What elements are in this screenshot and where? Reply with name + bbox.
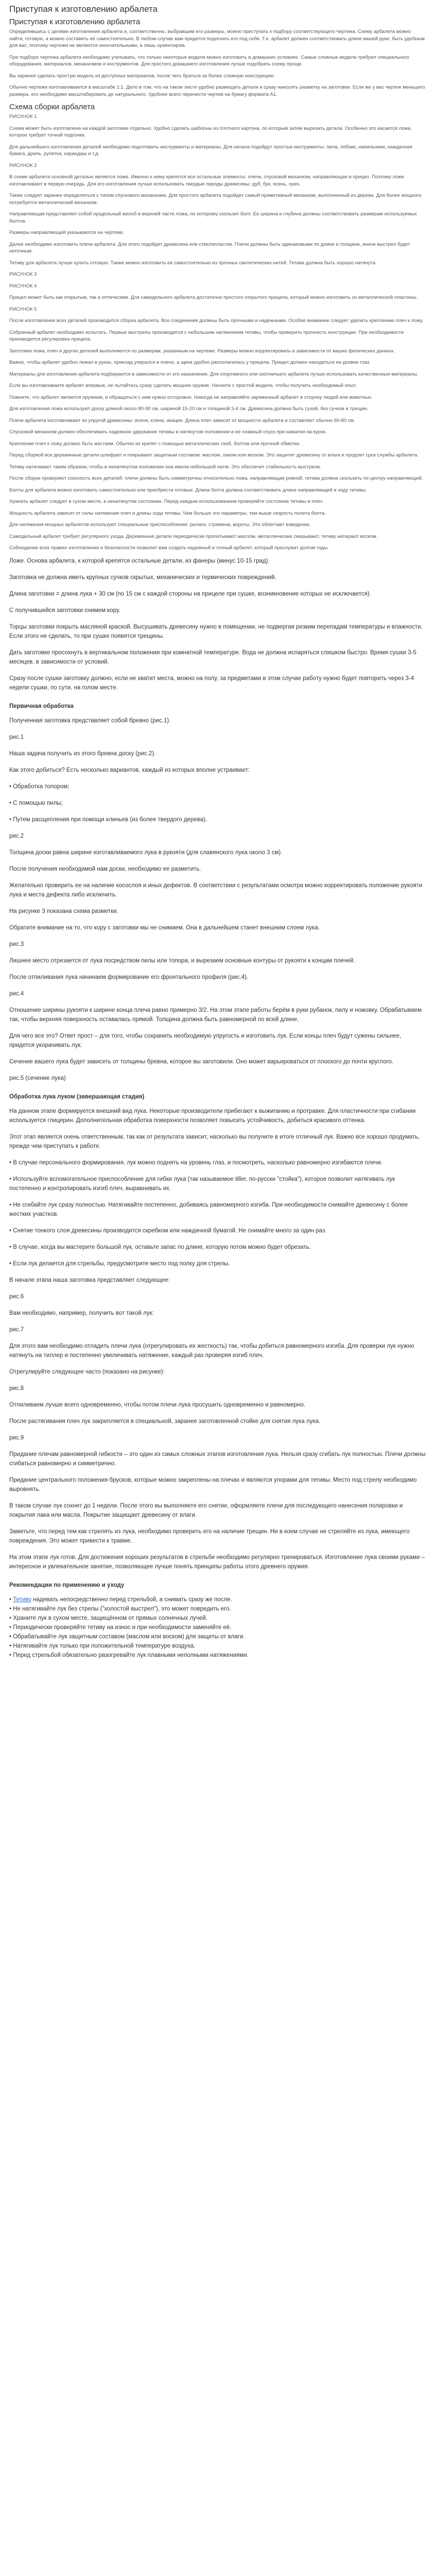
paragraph: После растягивания плеч лук закрепляется в специальной, заранее заготовленной стойке для снятия лука лука. bbox=[9, 1418, 321, 1425]
list-item: • Храните лук в сухом месте, защищённом от прямых солнечных лучей. bbox=[9, 1615, 207, 1621]
list-item: • Натягивайте лук только при положительной температуре воздуха. bbox=[9, 1642, 196, 1649]
paragraph: Как этого добиться? Есть несколько вариантов, каждый из которых вполне устраивает: bbox=[9, 767, 250, 773]
paragraph: Ложе. Основа арбалета, к которой крепятся остальные детали, из фанеры (минус 10-15 град). bbox=[9, 557, 270, 564]
paragraph: Далее необходимо изготовить плечи арбалета. Для этого подойдет древесина или стеклопластик. Плечи должны быть одинаковыми по длине и толщине, иначе выстрел будет неточным. bbox=[9, 241, 410, 254]
page-title: Приступая к изготовлению арбалета bbox=[9, 4, 158, 14]
paragraph: Если вы изготавливаете арбалет впервые, не пытайтесь сразу сделать мощное оружие. Начните с простой модели, чтобы получить необходимый опыт. bbox=[9, 383, 357, 388]
paragraph: Придание плечам равномерной гибкости – это один из самых сложных этапов изготовления лука. Нельзя сразу сгибать лук полностью. Плечи должны сгибаться равномерно и симметрично. bbox=[9, 1451, 426, 1467]
paragraph: РИСУНОК 2 bbox=[9, 162, 37, 168]
list-item: • В случае, когда вы мастерите большой лук, оставьте запас по длине, которую потом можно будет обрезать. bbox=[9, 1244, 311, 1250]
figure-caption: рис.4 bbox=[9, 990, 24, 997]
list-item: • Перед стрельбой обязательно разогревайте лук плавными неполными натяжениями. bbox=[9, 1652, 249, 1658]
paragraph: Мощность арбалета зависит от силы натяжения плеч и длины хода тетивы. Чем больше эти параметры, тем выше скорость полета болта. bbox=[9, 510, 326, 516]
paragraph: Тетиву натягивают таким образом, чтобы в ненатянутом положении она имела небольшой натяг. Это обеспечит стабильность выстрела. bbox=[9, 464, 321, 470]
paragraph: На данном этапе формируется внешний вид лука. Некоторые производители прибегают к выжиганию и протравке. Для пластичности при сгибании используется глицерин. Дополнительная обработка поверхности позволяет повысить устойчивость, добиться красивого оттенка. bbox=[9, 1108, 416, 1124]
paragraph: Придание центрального положения брусков, которые можно закреплены на плечах и являются упорами для тетивы. Место под стрелу необходимо выровнять. bbox=[9, 1477, 417, 1493]
paragraph: При подборе чертежа арбалета необходимо учитывать, что только некоторые модели можно изготовить в домашних условиях. Самые сложные модели требуют специального оборудования, материалов, механизмов и инструментов. Для простого домашнего изготовления лучше подобрать схему проще. bbox=[9, 54, 409, 67]
intro-heading: Приступая к изготовлению арбалета bbox=[9, 18, 141, 26]
figure-caption: рис.9 bbox=[9, 1434, 24, 1441]
paragraph: Важно, чтобы арбалет удобно лежал в руках, приклад упирался в плечо, а щека удобно располагалась у прицела. Прицел должен находиться на уровне глаз. bbox=[9, 360, 371, 365]
subheading: Первичная обработка bbox=[9, 703, 74, 709]
list-item: • Обрабатывайте лук защитным составом (маслом или воском) для защиты от влаги. bbox=[9, 1633, 245, 1640]
paragraph: На рисунке 3 показана схема разметки. bbox=[9, 908, 118, 914]
list-item: • Снятие тонкого слоя древесины производится скребком или наждачной бумагой. Не снимайте много за один раз. bbox=[9, 1227, 327, 1234]
figure-caption: рис.3 bbox=[9, 941, 24, 947]
paragraph: Наша задача получить из этого бревна доску (рис.2). bbox=[9, 750, 156, 757]
list-item: • Путем расщепления при помощи клиньев (из более твердого дерева). bbox=[9, 816, 207, 823]
paragraph: Болты для арбалета можно изготовить самостоятельно или приобрести готовые. Длина болта должна соответствовать длине направляющей и ходу тетивы. bbox=[9, 487, 367, 493]
recommendations-list bbox=[9, 1595, 427, 1660]
list-item: • Не сгибайте лук сразу полностью. Натягивайте постепенно, добиваясь равномерного изгиба. При необходимости снимайте древесину с более жестких участков. bbox=[9, 1201, 408, 1217]
figure-caption: рис.2 bbox=[9, 833, 24, 839]
paragraph: На этом этапе лук готов. Для достижения хороших результатов в стрельбе необходимо регулярно тренироваться. Изготовление лука своими руками – интересное и увлекательное занятие, позволяющее лучше понять принципы работы этого древнего оружия. bbox=[9, 1554, 425, 1570]
paragraph: Перед сборкой все деревянные детали шлифуют и покрывают защитным составом: маслом, лаком или воском. Это защитит древесину от влаги и продлит срок службы арбалета. bbox=[9, 452, 418, 458]
figure-caption: рис.7 bbox=[9, 1326, 24, 1333]
paragraph: С получившейся заготовки снимем кору. bbox=[9, 607, 120, 614]
paragraph: РИСУНОК 5 bbox=[9, 306, 37, 312]
paragraph: Заметьте, что перед тем как стрелять из лука, необходимо проверить его на наличие трещин. Ни в коем случае не стреляйте из лука, имеющего повреждения. Это может привести к травме. bbox=[9, 1528, 410, 1544]
paragraph: После изготовления всех деталей производится сборка арбалета. Все соединения должны быть прочными и надежными. Особое внимание следует уделить креплению плеч к ложу. bbox=[9, 318, 424, 324]
figure-caption: рис.8 bbox=[9, 1385, 24, 1392]
paragraph: Спусковой механизм должен обеспечивать надежное удержание тетивы в натянутом положении и ее плавный спуск при нажатии на курок. bbox=[9, 429, 327, 435]
paragraph: Определившись с целями изготовления арбалета и, соответственно, выбравшим его размеры, можно приступать к подбору соответствующего чертежа. Схему арбалета можно найти, готовую, а можно составить её самостоятельно. В любом случае вам придется подогнать его под себя. Т.е. арбалет должен соответствовать длине вашей руки, быть удобным для вас, поэтому чертежи не являются окончательными, а лишь ориентиром. bbox=[9, 29, 425, 48]
paragraph: РИСУНОК 4 bbox=[9, 283, 37, 289]
paragraph: Торцы заготовки покрыть масляной краской. Высушивать древесину нужно в помещении, не подвергая резким перепадам температуры и влажности. Если этого не сделать, то при сушке появятся трещины. bbox=[9, 623, 423, 639]
paragraph: Заготовки ложа, плеч и других деталей выполняются по размерам, указанным на чертеже. Размеры можно корректировать в зависимости от ваших физических данных. bbox=[9, 348, 395, 354]
paragraph: Помните, что арбалет является оружием, и обращаться с ним нужно осторожно. Никогда не направляйте заряженный арбалет в сторону людей или животных. bbox=[9, 394, 373, 400]
figure-caption: рис.6 bbox=[9, 1293, 24, 1300]
paragraph: Тетиву для арбалета лучше купить готовую. Также можно изготовить ее самостоятельно из прочных синтетических нитей. Тетива должна быть хорошо натянута. bbox=[9, 260, 377, 266]
list-item: • Не натягивайте лук без стрелы ("холостой выстрел"), это может повредить его. bbox=[9, 1605, 231, 1612]
paragraph: Сечение вашего лука будет зависеть от толщины бревна, которое вы заготовили. Оно может варьироваться от плоского до почти круглого. bbox=[9, 1058, 394, 1065]
paragraph: Вы заранее сделать простую модель из доступных материалов, после чего браться за более сложную конструкцию. bbox=[9, 73, 275, 79]
paragraph: После получения необходимой нам доски, необходимо ее разметить. bbox=[9, 866, 201, 872]
list-item: • Периодически проверяйте тетиву на износ и при необходимости заменяйте её. bbox=[9, 1624, 232, 1631]
paragraph: Крепление плеч к ложу должно быть жестким. Обычно их крепят с помощью металлических скоб, болтов или прочной обмотки. bbox=[9, 440, 301, 447]
paragraph: Толщина доски равна ширине изготавливаемого лука в рукояти (для славянского лука около 3 см). bbox=[9, 849, 283, 856]
paragraph: После отпиливания лука начинаем формирование его фронтального профиля (рис.4). bbox=[9, 974, 249, 980]
paragraph: В схеме арбалета основной деталью является ложе. Именно к нему крепятся все остальные элементы: плечи, спусковой механизм, направляющая и прицел. Поэтому ложе изготавливают в первую очередь. Для его изготовления лучше использовать твердые породы древесины: дуб, бук, ясень, орех. bbox=[9, 174, 405, 187]
part1-body-cont bbox=[9, 113, 427, 552]
section-heading: Схема сборки арбалета bbox=[9, 103, 95, 111]
paragraph: Собранный арбалет необходимо испытать. Первые выстрелы производятся с небольшим натяжением тетивы, чтобы проверить прочность конструкции. При необходимости производится регулировка прицела. bbox=[9, 329, 404, 342]
paragraph: Для натяжения мощных арбалетов используют специальные приспособления: рычаги, стремена, вороты. Это облегчает взведение. bbox=[9, 522, 311, 528]
list-item: • Тетиву надевать непосредственно перед стрельбой, а снимать сразу же после. bbox=[9, 1596, 232, 1603]
paragraph: Сразу после сушки заготовку должно, если не хватит места, можно на полу, за предметами в этом случае работу нужно будет повторить через 3-4 недели сушки, по сути, на голом месте. bbox=[9, 675, 414, 691]
paragraph: Плечи арбалета изготавливают из упругой древесины: ясеня, клена, акации. Длина плеч зависит от мощности арбалета и составляет обычно 60-80 см. bbox=[9, 417, 355, 423]
figure-caption: рис.5 (сечение лука) bbox=[9, 1075, 66, 1081]
part2-body bbox=[9, 556, 427, 1660]
paragraph: Направляющая представляет собой продольный желоб в верхней части ложа, по которому скользит болт. Ее ширина и глубина должны соответствовать размерам используемых болтов. bbox=[9, 211, 417, 224]
paragraph: Отношение ширины рукояти к ширине конца плеча равно примерно 3/2. На этом этапе работы берём в руки рубанок, пилу и ножовку. Обрабатываем так, чтобы верхняя поверхность оставалась прямой. Толщина должна быть равномерной по всей длине. bbox=[9, 1007, 422, 1023]
paragraph: Также следует заранее определиться с типом спускового механизма. Для простого арбалета подойдет самый примитивный механизм, выполненный из дерева. Для более мощного потребуется металлический механизм. bbox=[9, 193, 422, 206]
paragraph: РИСУНОК 3 bbox=[9, 272, 37, 277]
list-item-text: надевать непосредственно перед стрельбой, а снимать сразу же после. bbox=[33, 1596, 232, 1603]
paragraph: Соблюдение всех правил изготовления и безопасности позволит вам создать надежный и точный арбалет, который прослужит долгие годы. bbox=[9, 545, 329, 551]
inline-link[interactable]: Тетиву bbox=[13, 1596, 31, 1603]
paragraph: Обратите внимание на то, что кору с заготовки мы не снимаем. Она в дальнейшем станет внешним слоем лука. bbox=[9, 924, 320, 931]
paragraph: Дать заготовке просохнуть в вертикальном положении при комнатной температуре. Вода не должна испаряться слишком быстро. Время сушки 3-5 месяцев, в зависимости от условий. bbox=[9, 649, 416, 665]
paragraph: Отпиливаем лучше всего одновременно, чтобы потом плечи лука просушить одновременно и равномерно. bbox=[9, 1401, 306, 1408]
part1-body bbox=[9, 28, 427, 98]
paragraph: В начале этапа наша заготовка представляет следующее: bbox=[9, 1277, 170, 1283]
paragraph: После сборки проверяют соосность всех деталей: плечи должны быть симметричны относительно ложа, направляющая ровной, тетива должна скользить по центру направляющей. bbox=[9, 476, 423, 481]
list-item: • Используйте вспомогательное приспособление для гибки лука (так называемое tiller, по-русски "стойка"), которое позволит натягивать лук постепенно и контролировать изгиб плеч, выравнивать их. bbox=[9, 1176, 395, 1192]
paragraph: Этот этап является очень ответственным, так как от результата зависит, насколько вы получите в итоге отличный лук. Важно все хорошо продумать, прежде чем приступать к работе. bbox=[9, 1133, 420, 1149]
paragraph: Прицел может быть как открытым, так и оптическим. Для самодельного арбалета достаточно простого открытого прицела, который можно изготовить из металлической пластины. bbox=[9, 295, 418, 300]
paragraph: РИСУНОК 1 bbox=[9, 114, 37, 120]
paragraph: Материалы для изготовления арбалета подбираются в зависимости от его назначения. Для спортивного или охотничьего арбалета лучше использовать качественные материалы. bbox=[9, 371, 418, 377]
paragraph: Хранить арбалет следует в сухом месте, в ненатянутом состоянии. Перед каждым использованием проверяйте состояние тетивы и плеч. bbox=[9, 499, 324, 504]
paragraph: Обычно чертежи изготавливаются в масштабе 1:1. Дело в том, что на таком листе удобно размещать детали и сразу наносить разметку на заготовки. Если же у вас чертеж меньшего размера, его необходимо масштабировать до натурального. Удобнее всего перенести чертеж на бумагу формата А1. bbox=[9, 84, 425, 97]
paragraph: Лишнее место отрезается от лука посредством пилы или топора, и вырезаем основные контуры от рукояти к концам плечей. bbox=[9, 957, 355, 964]
paragraph: Желательно проверить ее на наличие косослоя и иных дефектов. В соответствии с результатами осмотра можно корректировать положение рукояти лука и места дефекта либо исключить. bbox=[9, 882, 423, 898]
paragraph: Для дальнейшего изготовления деталей необходимо подготовить инструменты и материалы. Для начала подойдут простые инструменты: пила, лобзик, напильники, наждачная бумага, дрель, рулетка, карандаш и т.д. bbox=[9, 144, 412, 157]
paragraph: Для чего все это? Ответ прост – для того, чтобы сохранить необходимую упругость и изготовить лук. Если концы плеч будут сужены сильнее, придется укорачивать лук. bbox=[9, 1032, 402, 1048]
list-item: • Если лук делается для стрельбы, предусмотрите место под полку для стрелы. bbox=[9, 1260, 230, 1267]
subheading: Обработка лука луком (завершающая стадия) bbox=[9, 1093, 145, 1100]
paragraph: Длина заготовки = длина лука + 30 см (по 15 см с каждой стороны на прицеле при сушке, возникновение которых не исключается). bbox=[9, 590, 371, 597]
paragraph: Схема может быть изготовлена на каждой заготовке отдельно. Удобно сделать шаблоны из плотного картона, по которым затем вырезать детали. Особенно это касается ложа, которое требует точной подгонки. bbox=[9, 125, 412, 138]
subheading: Рекомендации по применению и уходу bbox=[9, 1582, 125, 1588]
paragraph: Вам необходимо, например, получить вот такой лук: bbox=[9, 1310, 154, 1316]
paragraph: Самодельный арбалет требует регулярного ухода. Деревянные детали периодически пропитывают маслом, металлические смазывают, тетиву натирают воском. bbox=[9, 533, 378, 539]
list-item: • С помощью пилы; bbox=[9, 800, 63, 806]
figure-caption: рис.1 bbox=[9, 734, 24, 740]
paragraph: Полученная заготовка представляет собой бревно (рис.1). bbox=[9, 717, 171, 724]
paragraph: В таком случае лук сохнет до 1 недели. После этого вы выполняете его снятие, оформляете плечи для последующего нанесения полировки и покрытия лака или масла. Покрытие защищает древесину от влаги. bbox=[9, 1502, 403, 1518]
paragraph: Размеры направляющей указываются на чертеже. bbox=[9, 230, 125, 235]
list-item: • Обработка топором; bbox=[9, 783, 69, 790]
paragraph: Заготовка не должна иметь крупных сучков скрытых, механических и термических повреждений. bbox=[9, 574, 276, 581]
list-item: • В случае персонального формирования, лук можно поднять на уровень глаз, и посмотреть, насколько равномерно изгибаются плечи. bbox=[9, 1159, 383, 1166]
paragraph: Для изготовления ложа используют доску длиной около 80-90 см, шириной 15-20 см и толщиной 3-4 см. Древесина должна быть сухой, без сучков и трещин. bbox=[9, 406, 369, 412]
paragraph: Для этого вам необходимо отладить плечи лука (отрегулировать их жесткость) так, чтобы добиться равномерного изгиба. Для проверки лук нужно натянуть на тиллер и постепенно увеличивать натяжение, каждый раз проверяя изгиб плеч. bbox=[9, 1343, 414, 1359]
paragraph: Отрегулируйте следующее часто (показано на рисунке): bbox=[9, 1368, 165, 1375]
